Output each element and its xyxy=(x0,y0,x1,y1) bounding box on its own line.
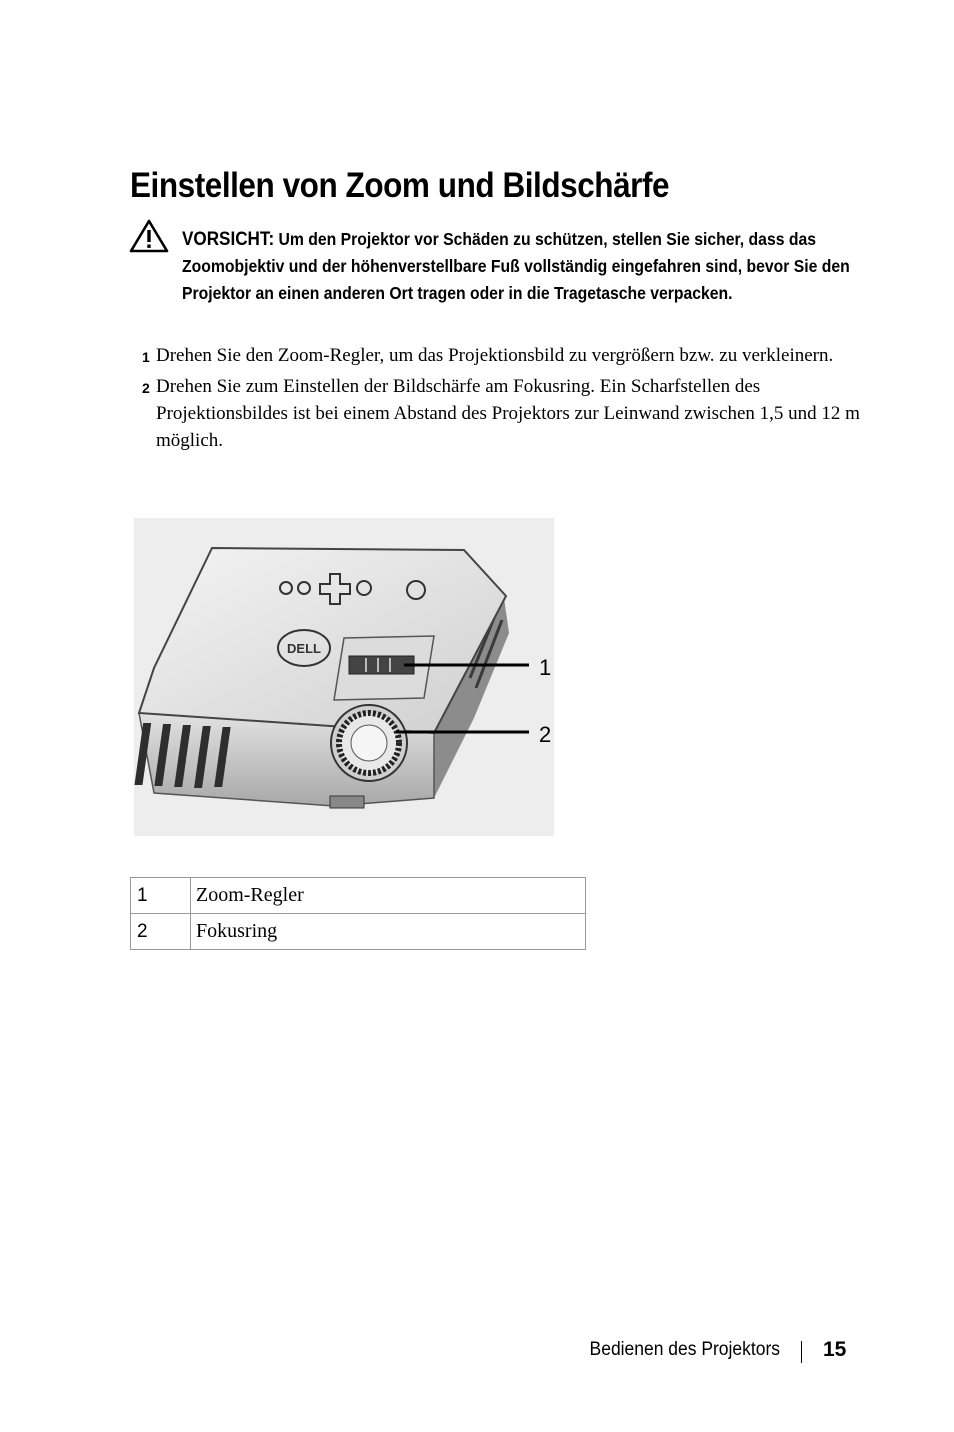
figure-logo: DELL xyxy=(287,641,321,656)
caution-notice xyxy=(182,226,866,307)
step-number: 2 xyxy=(142,380,150,396)
page-number: 15 xyxy=(823,1338,847,1361)
step-number: 1 xyxy=(142,349,150,365)
legend-number: 2 xyxy=(131,914,191,950)
caution-text: Um den Projektor vor Schäden zu schützen, stellen Sie sicher, dass das Zoomobjektiv und der höhenverstellbare Fuß vollständig eingefahren sind, bevor Sie den Projektor an einen anderen Ort tragen oder in die Tragetasche verpacken. xyxy=(182,229,850,303)
projector-figure xyxy=(134,518,554,836)
page-title: Einstellen von Zoom und Bildschärfe xyxy=(130,166,670,205)
steps-list xyxy=(140,342,870,458)
step-item xyxy=(140,342,870,369)
legend-number: 1 xyxy=(131,878,191,914)
legend-label: Zoom-Regler xyxy=(191,878,586,914)
table-row xyxy=(131,878,586,914)
legend-label: Fokusring xyxy=(191,914,586,950)
callout-1: 1 xyxy=(539,655,552,680)
step-text: Drehen Sie den Zoom-Regler, um das Projektionsbild zu vergrößern bzw. zu verkleinern. xyxy=(156,345,834,366)
warning-triangle-icon xyxy=(128,218,170,254)
footer-section: Bedienen des Projektors xyxy=(589,1339,780,1360)
callout-2: 2 xyxy=(539,722,552,747)
step-text: Drehen Sie zum Einstellen der Bildschärfe am Fokusring. Ein Scharfstellen des Projektionsbildes ist bei einem Abstand des Projektors zur Leinwand zwischen 1,5 und 12 m möglich. xyxy=(156,376,860,451)
step-item xyxy=(140,373,870,454)
page-footer xyxy=(0,1337,954,1367)
legend-table xyxy=(130,877,586,950)
caution-label: VORSICHT: xyxy=(182,229,275,250)
footer-divider xyxy=(801,1341,802,1363)
table-row xyxy=(131,914,586,950)
